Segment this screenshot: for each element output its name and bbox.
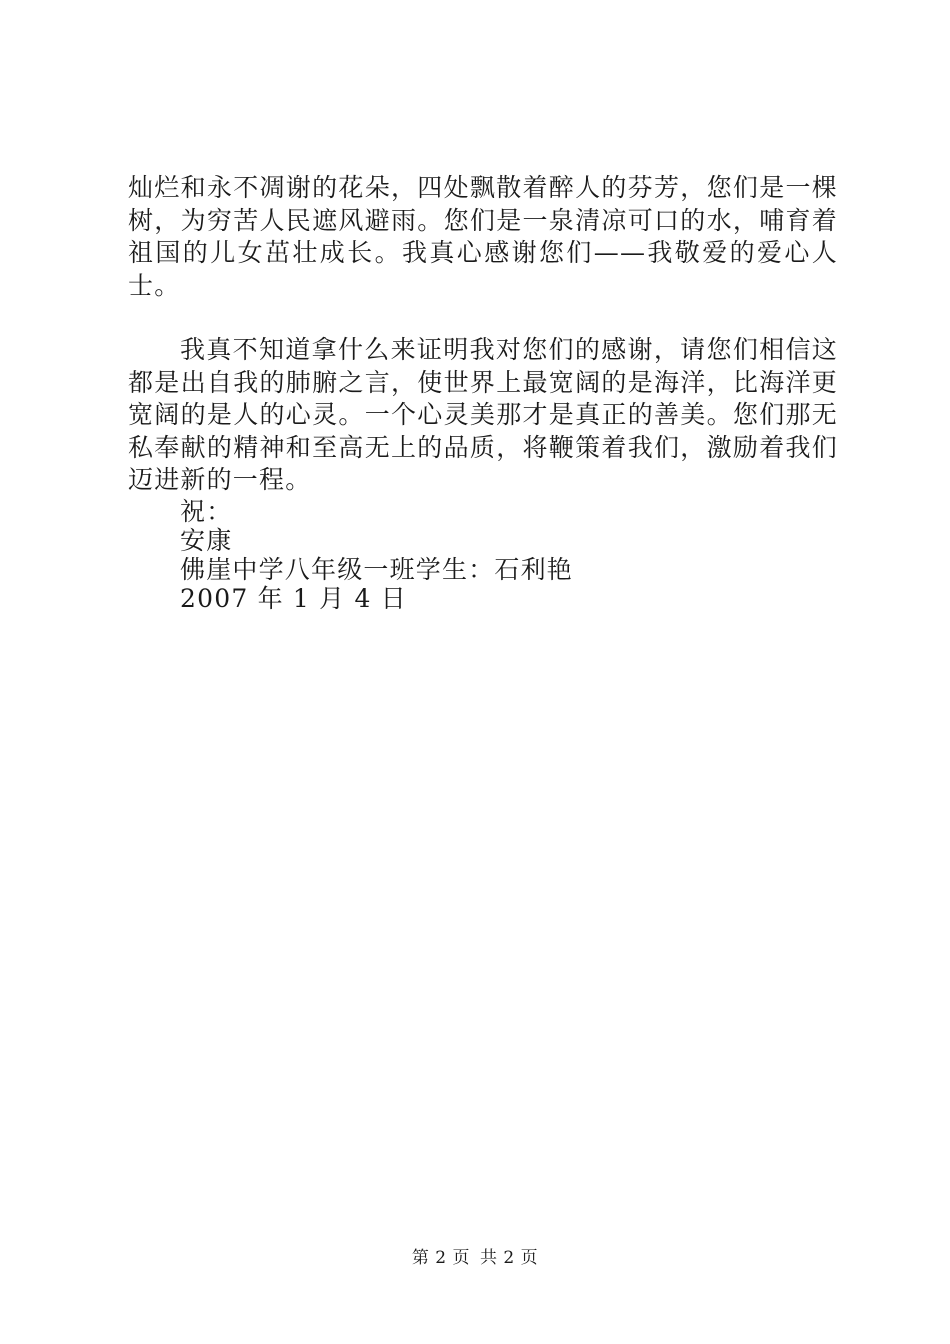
letter-date: 2007 年 1 月 4 日 [180, 583, 407, 613]
signature: 佛崖中学八年级一班学生：石利艳 [180, 554, 574, 584]
page-total: 共 2 页 [480, 1248, 539, 1268]
paragraph-1: 灿烂和永不凋谢的花朵，四处飘散着醉人的芬芳，您们是一棵树，为穷苦人民遮风避雨。您们是一泉清凉可口的水，哺育着祖国的儿女茁壮成长。我真心感谢您们——我敬爱的爱心人士。 [128, 173, 838, 300]
closing-wish-body: 安康 [180, 525, 233, 555]
letter-body [128, 172, 838, 613]
closing-wish: 祝： [180, 496, 233, 526]
letter-closing [128, 497, 838, 613]
page-number: 第 2 页 [411, 1248, 470, 1268]
paragraph-2: 我真不知道拿什么来证明我对您们的感谢，请您们相信这都是出自我的肺腑之言，使世界上最宽阔的是海洋，比海洋更宽阔的是人的心灵。一个心灵美那才是真正的善美。您们那无私奉献的精神和至高无上的品质，将鞭策着我们，激励着我们迈进新的一程。 [128, 335, 838, 494]
page-footer [0, 1243, 950, 1268]
